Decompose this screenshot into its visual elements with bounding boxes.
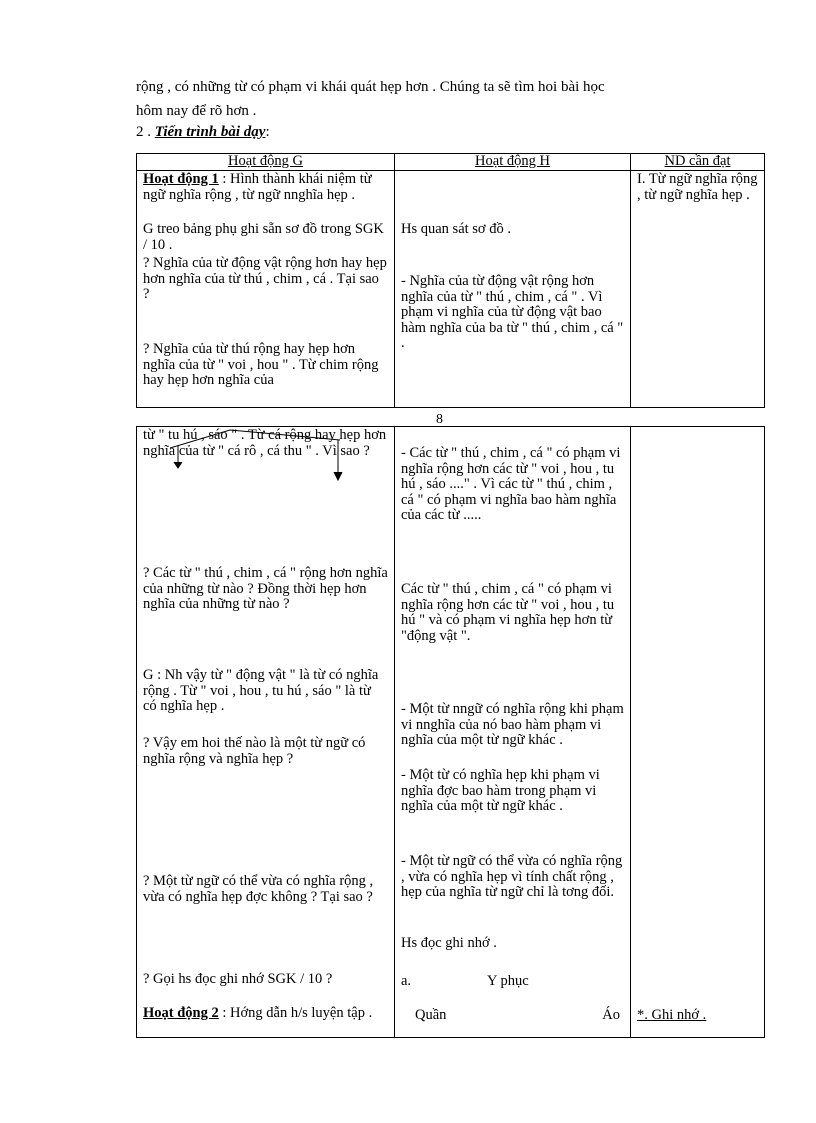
exercise-root-word: Y phục (487, 973, 529, 989)
teacher-cell-2 (137, 427, 395, 1038)
activity-2 (143, 1006, 388, 1022)
header-teacher: Hoạt động G (137, 154, 395, 171)
header-student: Hoạt động H (395, 154, 631, 171)
student-answer: Hs quan sát sơ đồ . (401, 221, 511, 237)
activity-2-label: Hoạt động 2 (143, 1005, 219, 1021)
arrow-line (170, 430, 340, 448)
section-heading (136, 124, 270, 141)
intro-line-1: rộng , có những từ có phạm vi khái quát hẹp hơn . Chúng ta sẽ tìm hoi bài học (136, 79, 605, 95)
objective-note: *. Ghi nhớ . (637, 1007, 707, 1023)
teacher-question: ? Gọi hs đọc ghi nhớ SGK / 10 ? (143, 971, 333, 987)
objective-text: I. Từ ngữ nghĩa rộng , từ ngữ nghĩa hẹp . (637, 171, 758, 203)
activity-2-text: : Hớng dẫn h/s luyện tập . (218, 1005, 373, 1021)
activity-1-label: Hoạt động 1 (143, 171, 219, 187)
student-answer: - Các từ " thú , chim , cá " có phạm vi nghĩa rộng hơn các từ " voi , hou , tu hú , sáo ...." . Vì các từ " thú , chim , cá " có phạm vi nghĩa bao hàm nghĩa của các từ ..... (401, 445, 621, 523)
student-cell-1 (395, 171, 631, 408)
lesson-table-bottom (136, 426, 765, 1038)
student-answer: - Nghĩa của từ động vật rộng hơn nghĩa của từ " thú , chim , cá " . Vì phạm vi nghĩa của từ động vật bao hàm nghĩa của ba từ " thú , chim , cá " . (401, 273, 624, 351)
student-answer: - Một từ có nghĩa hẹp khi phạm vi nghĩa đợc bao hàm trong phạm vi nghĩa của một từ ngữ khác . (401, 767, 600, 814)
diagram-arrows (170, 428, 350, 488)
activity-1 (143, 172, 388, 203)
exercise-left-word: Quần (415, 1007, 447, 1023)
teacher-question: từ " tu hú , sáo " . Từ cá rộng hay hẹp hơn nghĩa của từ " cá rô , cá thu " . Vì sao ? (143, 427, 387, 459)
exercise-a (401, 974, 624, 990)
header-objective: ND cần đạt (631, 154, 765, 171)
arrow-head-icon (174, 462, 182, 468)
teacher-cell-1 (137, 171, 395, 408)
student-answer: - Một từ nngữ có nghĩa rộng khi phạm vi nnghĩa của nó bao hàm phạm vi nghĩa của một từ ngữ khác . (401, 701, 624, 748)
student-answer: Các từ " thú , chim , cá " có phạm vi nghĩa rộng hơn các từ " voi , hou , tu hú " và có phạm vi nghĩa hẹp hơn từ "động vật ". (401, 581, 615, 644)
student-answer: Hs đọc ghi nhớ . (401, 935, 497, 951)
teacher-question: ? Vậy em hoi thế nào là một từ ngữ có nghĩa rộng và nghĩa hẹp ? (143, 735, 366, 767)
teacher-text: G treo bảng phụ ghi sẵn sơ đồ trong SGK / 10 . (143, 221, 384, 253)
exercise-a-label: a. (401, 973, 412, 989)
activity-1-text: : Hình thành khái niệm từ ngữ nghĩa rộng , từ ngữ nnghĩa hẹp . (143, 171, 372, 203)
lesson-table-top (136, 153, 765, 408)
teacher-question: ? Một từ ngữ có thể vừa có nghĩa rộng , vừa có nghĩa hẹp đợc không ? Tại sao ? (143, 873, 374, 905)
objective-cell-2 (631, 427, 765, 1038)
intro-line-2: hôm nay để rõ hơn . (136, 103, 257, 119)
objective-cell-1 (631, 171, 765, 408)
teacher-question: ? Các từ " thú , chim , cá " rộng hơn nghĩa của những từ nào ? Đồng thời hẹp hơn nghĩa của những từ nào ? (143, 565, 388, 612)
exercise-right-word: Áo (602, 1007, 620, 1023)
section-number: 2 . (136, 124, 155, 140)
arrow-head-icon (334, 472, 342, 480)
section-suffix: : (265, 124, 270, 140)
student-cell-2 (395, 427, 631, 1038)
section-title: Tiến trình bài dạy (154, 124, 266, 140)
teacher-question: ? Nghĩa của từ thú rộng hay hẹp hơn nghĩa của từ " voi , hou " . Từ chim rộng hay hẹp hơn nghĩa của (143, 341, 379, 388)
teacher-text: G : Nh vậy từ " động vật " là từ có nghĩa rộng . Từ " voi , hou , tu hú , sáo " là từ có nghĩa hẹp . (143, 667, 379, 714)
student-answer: - Một từ ngữ có thể vừa có nghĩa rộng , vừa có nghĩa hẹp vì tính chất rộng , hẹp của nghĩa từ ngữ chỉ là tơng đối. (401, 853, 623, 900)
page-number: 8 (436, 412, 443, 427)
teacher-question: ? Nghĩa của từ động vật rộng hơn hay hẹp hơn nghĩa của từ thú , chim , cá . Tại sao ? (143, 255, 387, 302)
